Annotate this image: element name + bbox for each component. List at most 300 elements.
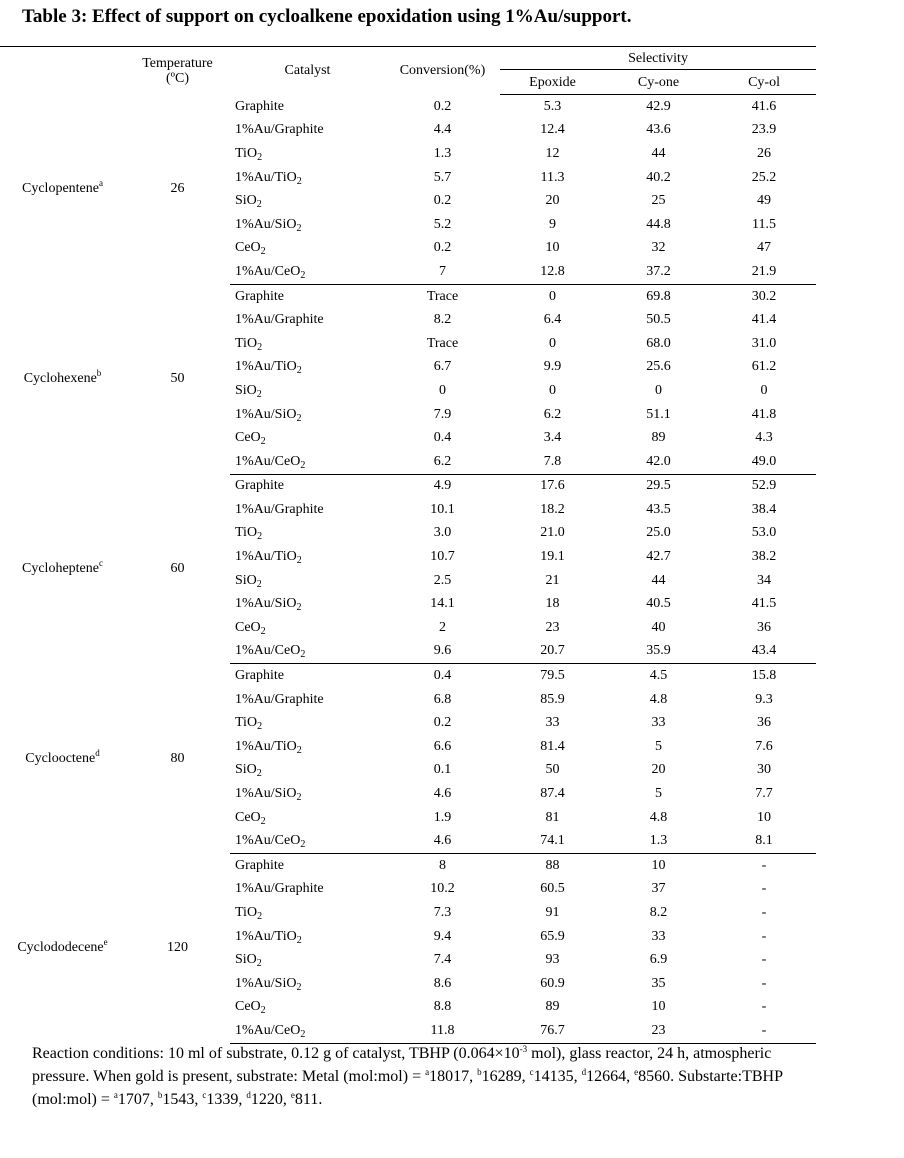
catalyst-name: 1%Au/TiO xyxy=(235,549,297,565)
catalyst-name: CeO xyxy=(235,809,261,825)
epoxide-cell: 21 xyxy=(545,572,560,588)
cy-ol-cell: 15.8 xyxy=(751,668,777,684)
cy-ol-cell: 41.5 xyxy=(751,596,777,612)
epoxide-cell: 50 xyxy=(545,762,560,778)
catalyst-name: 1%Au/SiO xyxy=(235,596,297,612)
ratio-footnote-mark: a xyxy=(425,1067,430,1077)
catalyst-subscript: 2 xyxy=(296,222,302,234)
epoxide-cell: 65.9 xyxy=(540,928,565,944)
cy-one-cell: 40.2 xyxy=(646,169,671,185)
catalyst-cell xyxy=(230,735,385,759)
catalyst-cell xyxy=(230,142,385,166)
cy-ol-cell: 36 xyxy=(757,619,772,635)
cy-ol-cell: 25.2 xyxy=(751,169,777,185)
conversion-cell: 7.9 xyxy=(433,406,452,422)
catalyst-name: CeO xyxy=(235,999,261,1015)
epoxide-cell: 12.8 xyxy=(500,260,605,284)
catalyst-cell xyxy=(230,95,385,119)
catalyst-name: 1%Au/TiO xyxy=(235,169,297,185)
cy-one-cell: 29.5 xyxy=(646,478,671,494)
catalyst-cell xyxy=(230,829,385,853)
cy-ol-cell: 41.8 xyxy=(751,406,777,422)
ratio-footnote-mark: e xyxy=(290,1090,295,1100)
catalyst-subscript: 2 xyxy=(296,555,302,567)
table-row xyxy=(0,95,816,119)
cy-ol-cell: 34 xyxy=(757,572,772,588)
cy-ol-cell: 11.5 xyxy=(752,216,776,232)
cy-ol-cell: 30.2 xyxy=(751,288,777,304)
substrate-cell xyxy=(0,854,125,1044)
epoxide-cell: 5.3 xyxy=(543,98,562,114)
cy-one-cell: 0 xyxy=(655,382,662,398)
ratio-value: 1543, xyxy=(162,1091,203,1108)
epoxide-cell: 0 xyxy=(549,382,556,398)
conversion-cell: 6.2 xyxy=(385,450,500,474)
cy-ol-cell: 41.6 xyxy=(751,98,777,114)
temperature-column-header xyxy=(125,47,230,95)
cy-ol-cell: 53.0 xyxy=(751,525,777,541)
epoxide-cell: 21.0 xyxy=(540,525,565,541)
epoxide-cell: 6.2 xyxy=(543,406,562,422)
results-table xyxy=(0,46,816,1044)
ratio-value: 12664, xyxy=(586,1068,635,1085)
cy-one-cell: 1.3 xyxy=(605,829,712,853)
cy-one-cell: 51.1 xyxy=(646,406,671,422)
epoxide-cell: 10 xyxy=(545,240,560,256)
selectivity-group-header: Selectivity xyxy=(500,47,816,70)
catalyst-cell xyxy=(230,1019,385,1043)
cy-ol-cell: 49.0 xyxy=(712,450,816,474)
cy-one-cell: 5 xyxy=(655,738,662,754)
epoxide-cell: 76.7 xyxy=(500,1019,605,1043)
catalyst-cell xyxy=(230,569,385,593)
catalyst-name: CeO xyxy=(235,430,261,446)
catalyst-subscript: 2 xyxy=(300,839,306,851)
cy-ol-cell: 52.9 xyxy=(751,478,777,494)
catalyst-subscript: 2 xyxy=(296,365,302,377)
catalyst-name: TiO xyxy=(235,145,258,161)
epoxide-cell: 87.4 xyxy=(540,786,565,802)
catalyst-cell xyxy=(230,782,385,806)
catalyst-cell xyxy=(230,284,385,308)
cy-one-cell: 25.6 xyxy=(646,359,671,375)
conversion-cell: 1.9 xyxy=(433,809,452,825)
catalyst-subscript: 2 xyxy=(296,602,302,614)
cy-one-cell: 4.8 xyxy=(649,809,668,825)
catalyst-cell xyxy=(230,213,385,237)
cy-ol-cell: 0 xyxy=(760,382,768,398)
epoxide-cell: 11.3 xyxy=(540,169,565,185)
catalyst-cell xyxy=(230,948,385,972)
catalyst-name: Graphite xyxy=(235,98,284,114)
cy-one-cell: 44.8 xyxy=(646,216,671,232)
substrate-footnote-mark: d xyxy=(95,747,100,758)
epoxide-cell: 20.7 xyxy=(500,640,605,664)
catalyst-subscript: 2 xyxy=(256,578,262,590)
epoxide-cell: 93 xyxy=(545,952,560,968)
epoxide-cell: 20 xyxy=(545,193,560,209)
conversion-cell: 6.6 xyxy=(433,738,452,754)
footnote-tbhp-label: Substarte:TBHP (mol:mol) = xyxy=(32,1068,783,1108)
conversion-cell: 7.3 xyxy=(433,904,452,920)
epoxide-cell: 74.1 xyxy=(500,829,605,853)
catalyst-name: TiO xyxy=(235,335,258,351)
temperature-cell: 80 xyxy=(170,750,185,766)
epoxide-cell: 9.9 xyxy=(543,359,562,375)
conversion-cell: Trace xyxy=(426,335,459,351)
catalyst-name: CeO xyxy=(235,240,261,256)
catalyst-name: 1%Au/CeO xyxy=(235,453,301,469)
footnote-exponent: -3 xyxy=(519,1044,528,1054)
substrate-column-header xyxy=(0,47,125,95)
catalyst-cell xyxy=(230,688,385,712)
catalyst-cell xyxy=(230,878,385,902)
conversion-cell: 0.2 xyxy=(433,98,452,114)
catalyst-cell xyxy=(230,237,385,261)
ratio-value: 16289, xyxy=(481,1068,530,1085)
catalyst-cell xyxy=(230,925,385,949)
cy-ol-cell: 23.9 xyxy=(751,122,777,138)
catalyst-cell xyxy=(230,806,385,830)
epoxide-cell: 18 xyxy=(545,596,560,612)
catalyst-cell xyxy=(230,759,385,783)
table-body xyxy=(0,95,816,1044)
catalyst-cell xyxy=(230,332,385,356)
footnote-conditions: Reaction conditions: 10 ml of substrate, 0.12 g of catalyst, TBHP (0.064×10 xyxy=(32,1045,520,1062)
cy-ol-column-header: Cy-ol xyxy=(712,70,816,95)
catalyst-name: 1%Au/TiO xyxy=(235,738,297,754)
conversion-cell: 9.4 xyxy=(433,928,452,944)
ratio-footnote-mark: d xyxy=(581,1067,587,1077)
conversion-cell: 8.6 xyxy=(433,975,452,991)
cy-one-column-header: Cy-one xyxy=(605,70,712,95)
catalyst-subscript: 2 xyxy=(260,1005,266,1017)
substrate-cell xyxy=(0,664,125,854)
epoxide-cell: 7.8 xyxy=(500,450,605,474)
epoxide-cell: 85.9 xyxy=(540,691,565,707)
cy-one-cell: 20 xyxy=(651,762,666,778)
catalyst-cell xyxy=(230,403,385,427)
catalyst-name: 1%Au/SiO xyxy=(235,975,297,991)
conversion-cell: 8.2 xyxy=(433,312,452,328)
temperature-cell: 60 xyxy=(170,560,185,576)
conversion-cell: 0.2 xyxy=(433,240,452,256)
temperature-cell: 50 xyxy=(170,371,185,387)
catalyst-name: CeO xyxy=(235,619,261,635)
cy-one-cell: 4.8 xyxy=(649,691,668,707)
cy-ol-cell: 38.2 xyxy=(751,549,777,565)
table-header xyxy=(0,47,816,95)
epoxide-cell: 0 xyxy=(549,288,556,304)
epoxide-cell: 12 xyxy=(545,145,560,161)
temperature-cell: 120 xyxy=(167,940,188,956)
catalyst-name: TiO xyxy=(235,715,258,731)
catalyst-name: 1%Au/Graphite xyxy=(235,691,324,707)
cy-one-cell: 33 xyxy=(651,715,666,731)
cy-ol-cell: 49 xyxy=(757,193,772,209)
catalyst-subscript: 2 xyxy=(260,436,266,448)
ratio-footnote-mark: c xyxy=(202,1090,207,1100)
catalyst-cell xyxy=(230,498,385,522)
catalyst-cell xyxy=(230,308,385,332)
catalyst-subscript: 2 xyxy=(256,958,262,970)
epoxide-cell: 91 xyxy=(545,904,560,920)
metal-ratio-list xyxy=(425,1068,674,1085)
conversion-cell: 4.4 xyxy=(433,122,452,138)
cy-one-cell: 5 xyxy=(655,786,662,802)
cy-one-cell: 4.5 xyxy=(649,668,668,684)
cy-one-cell: 8.2 xyxy=(649,904,668,920)
catalyst-cell xyxy=(230,664,385,688)
conversion-cell: 6.7 xyxy=(433,359,452,375)
catalyst-cell xyxy=(230,474,385,498)
cy-ol-cell: 26 xyxy=(757,145,772,161)
tbhp-ratio-list xyxy=(114,1091,322,1108)
epoxide-cell: 18.2 xyxy=(540,501,565,517)
cy-ol-cell: - xyxy=(761,975,767,991)
cy-one-cell: 43.6 xyxy=(646,122,671,138)
substrate-footnote-mark: a xyxy=(98,178,103,189)
catalyst-subscript: 2 xyxy=(257,721,263,733)
ratio-footnote-mark: a xyxy=(113,1090,118,1100)
catalyst-cell xyxy=(230,426,385,450)
catalyst-name: 1%Au/Graphite xyxy=(235,501,324,517)
catalyst-name: 1%Au/CeO xyxy=(235,1022,301,1038)
catalyst-subscript: 2 xyxy=(300,649,306,661)
cy-one-cell: 37 xyxy=(651,881,666,897)
cy-ol-cell: 7.6 xyxy=(755,738,773,754)
cy-one-cell: 44 xyxy=(651,572,666,588)
catalyst-cell xyxy=(230,450,385,474)
ratio-footnote-mark: d xyxy=(246,1090,251,1100)
catalyst-name: 1%Au/Graphite xyxy=(235,312,324,328)
cy-one-cell: 44 xyxy=(651,145,666,161)
catalyst-subscript: 2 xyxy=(257,531,263,543)
conversion-cell: 2 xyxy=(439,619,446,635)
catalyst-subscript: 2 xyxy=(257,910,263,922)
catalyst-name: SiO xyxy=(235,572,257,588)
cy-ol-cell: 31.0 xyxy=(751,335,777,351)
epoxide-cell: 89 xyxy=(545,999,560,1015)
cy-one-cell: 25.0 xyxy=(646,525,671,541)
catalyst-subscript: 2 xyxy=(256,768,262,780)
conversion-cell: 2.5 xyxy=(433,572,452,588)
cy-ol-cell: 43.4 xyxy=(712,640,816,664)
ratio-footnote-mark: c xyxy=(529,1067,534,1077)
catalyst-subscript: 2 xyxy=(300,459,306,471)
epoxide-cell: 19.1 xyxy=(540,549,565,565)
catalyst-name: 1%Au/Graphite xyxy=(235,122,324,138)
epoxide-cell: 3.4 xyxy=(543,430,562,446)
catalyst-name: SiO xyxy=(235,193,257,209)
cy-ol-cell: - xyxy=(712,1019,816,1043)
cy-ol-cell: 61.2 xyxy=(751,359,777,375)
catalyst-subscript: 2 xyxy=(300,269,306,281)
cy-one-cell: 42.9 xyxy=(646,98,671,114)
epoxide-cell: 81 xyxy=(545,809,560,825)
conversion-cell: 5.2 xyxy=(433,216,452,232)
catalyst-subscript: 2 xyxy=(296,981,302,993)
cy-ol-cell: 21.9 xyxy=(712,260,816,284)
cy-one-cell: 40.5 xyxy=(646,596,671,612)
epoxide-cell: 79.5 xyxy=(540,668,565,684)
catalyst-name: SiO xyxy=(235,382,257,398)
substrate-name: Cyclohexene xyxy=(23,371,97,387)
catalyst-name: SiO xyxy=(235,952,257,968)
substrate-cell xyxy=(0,474,125,664)
catalyst-name: Graphite xyxy=(235,288,284,304)
ratio-value: 18017, xyxy=(429,1068,478,1085)
table-row xyxy=(0,474,816,498)
catalyst-cell xyxy=(230,189,385,213)
catalyst-cell xyxy=(230,356,385,380)
conversion-cell: 8 xyxy=(439,857,446,873)
catalyst-cell xyxy=(230,522,385,546)
catalyst-subscript: 2 xyxy=(296,412,302,424)
cy-ol-cell: 4.3 xyxy=(755,430,773,446)
conversion-cell: 14.1 xyxy=(430,596,455,612)
catalyst-cell xyxy=(230,260,385,284)
cy-one-cell: 89 xyxy=(651,430,666,446)
cy-ol-cell: 36 xyxy=(757,715,772,731)
cy-ol-cell: 7.7 xyxy=(755,786,773,802)
conversion-cell: Trace xyxy=(426,288,459,304)
cy-ol-cell: 38.4 xyxy=(751,501,777,517)
cy-ol-cell: - xyxy=(761,857,767,873)
cy-ol-cell: - xyxy=(761,881,767,897)
catalyst-name: 1%Au/SiO xyxy=(235,786,297,802)
conversion-column-header: Conversion(%) xyxy=(385,47,500,95)
catalyst-cell xyxy=(230,901,385,925)
temperature-header-line1: Temperature xyxy=(142,55,213,71)
substrate-footnote-mark: e xyxy=(103,937,108,948)
ratio-footnote-mark: b xyxy=(157,1090,163,1100)
epoxide-cell: 17.6 xyxy=(540,478,565,494)
conversion-cell: 10.1 xyxy=(430,501,455,517)
catalyst-subscript: 2 xyxy=(260,815,266,827)
table-row xyxy=(0,664,816,688)
cy-one-cell: 6.9 xyxy=(649,952,668,968)
ratio-value: 811. xyxy=(294,1091,323,1108)
catalyst-name: Graphite xyxy=(235,478,284,494)
catalyst-name: 1%Au/SiO xyxy=(235,216,297,232)
conversion-cell: 10.2 xyxy=(430,881,455,897)
cy-one-cell: 42.7 xyxy=(646,549,671,565)
conversion-cell: 5.7 xyxy=(433,169,452,185)
catalyst-cell xyxy=(230,616,385,640)
catalyst-cell xyxy=(230,996,385,1020)
cy-one-cell: 50.5 xyxy=(646,312,671,328)
ratio-value: 1220, xyxy=(250,1091,291,1108)
conversion-cell: 4.9 xyxy=(433,478,452,494)
epoxide-cell: 60.9 xyxy=(540,975,565,991)
catalyst-cell xyxy=(230,379,385,403)
catalyst-name: TiO xyxy=(235,904,258,920)
catalyst-cell xyxy=(230,592,385,616)
conversion-cell: 6.8 xyxy=(433,691,452,707)
cy-ol-cell: - xyxy=(761,952,767,968)
catalyst-name: 1%Au/TiO xyxy=(235,359,297,375)
catalyst-name: Graphite xyxy=(235,857,284,873)
catalyst-subscript: 2 xyxy=(296,744,302,756)
cy-ol-cell: 8.1 xyxy=(712,829,816,853)
catalyst-cell xyxy=(230,545,385,569)
cy-one-cell: 32 xyxy=(651,240,666,256)
table-title: Table 3: Effect of support on cycloalkene epoxidation using 1%Au/support. xyxy=(22,6,632,27)
cy-one-cell: 43.5 xyxy=(646,501,671,517)
conversion-cell: 0.2 xyxy=(433,193,452,209)
catalyst-subscript: 2 xyxy=(296,792,302,804)
cy-ol-cell: - xyxy=(761,904,767,920)
cy-one-cell: 10 xyxy=(651,857,666,873)
substrate-footnote-mark: b xyxy=(96,368,102,379)
conversion-cell: 0.4 xyxy=(433,430,452,446)
catalyst-cell xyxy=(230,166,385,190)
catalyst-subscript: 2 xyxy=(257,151,263,163)
substrate-name: Cyclododecene xyxy=(17,940,104,956)
catalyst-name: 1%Au/CeO xyxy=(235,643,301,659)
catalyst-name: 1%Au/CeO xyxy=(235,263,301,279)
catalyst-name: 1%Au/TiO xyxy=(235,928,297,944)
conversion-cell: 9.6 xyxy=(385,640,500,664)
substrate-cell xyxy=(0,95,125,285)
substrate-cell xyxy=(0,284,125,474)
catalyst-subscript: 2 xyxy=(260,246,266,258)
catalyst-name: TiO xyxy=(235,525,258,541)
catalyst-subscript: 2 xyxy=(257,341,263,353)
conversion-cell: 11.8 xyxy=(385,1019,500,1043)
epoxide-cell: 6.4 xyxy=(543,312,562,328)
table-footnote xyxy=(32,1042,792,1111)
catalyst-name: 1%Au/Graphite xyxy=(235,881,324,897)
cy-ol-cell: 30 xyxy=(757,762,772,778)
catalyst-cell xyxy=(230,711,385,735)
conversion-cell: 4.6 xyxy=(385,829,500,853)
conversion-cell: 4.6 xyxy=(433,786,452,802)
catalyst-cell xyxy=(230,854,385,878)
catalyst-name: Graphite xyxy=(235,668,284,684)
catalyst-column-header: Catalyst xyxy=(230,47,385,95)
cy-ol-cell: - xyxy=(761,928,767,944)
substrate-footnote-mark: c xyxy=(98,557,103,568)
catalyst-name: 1%Au/SiO xyxy=(235,406,297,422)
cy-one-cell: 25 xyxy=(651,193,666,209)
cy-one-cell: 10 xyxy=(651,999,666,1015)
table-row xyxy=(0,854,816,878)
epoxide-cell: 60.5 xyxy=(540,881,565,897)
conversion-cell: 3.0 xyxy=(433,525,452,541)
conversion-cell: 8.8 xyxy=(433,999,452,1015)
cy-ol-cell: 41.4 xyxy=(751,312,777,328)
epoxide-cell: 0 xyxy=(549,335,556,351)
catalyst-subscript: 2 xyxy=(296,175,302,187)
catalyst-name: SiO xyxy=(235,762,257,778)
cy-one-cell: 37.2 xyxy=(605,260,712,284)
footnote-conditions-cont: mol), glass reactor, 24 h, atmospheric pressure. When gold is present, substrate: Metal (mol:mol) = xyxy=(32,1045,772,1085)
epoxide-cell: 9 xyxy=(549,216,556,232)
ratio-value: 14135, xyxy=(533,1068,582,1085)
catalyst-cell xyxy=(230,119,385,143)
epoxide-column-header: Epoxide xyxy=(500,70,605,95)
catalyst-subscript: 2 xyxy=(256,388,262,400)
conversion-cell: 1.3 xyxy=(433,145,452,161)
ratio-footnote-mark: e xyxy=(634,1067,639,1077)
catalyst-cell xyxy=(230,640,385,664)
cy-one-cell: 69.8 xyxy=(646,288,671,304)
conversion-cell: 0.4 xyxy=(433,668,452,684)
conversion-cell: 0.2 xyxy=(433,715,452,731)
epoxide-cell: 88 xyxy=(545,857,560,873)
